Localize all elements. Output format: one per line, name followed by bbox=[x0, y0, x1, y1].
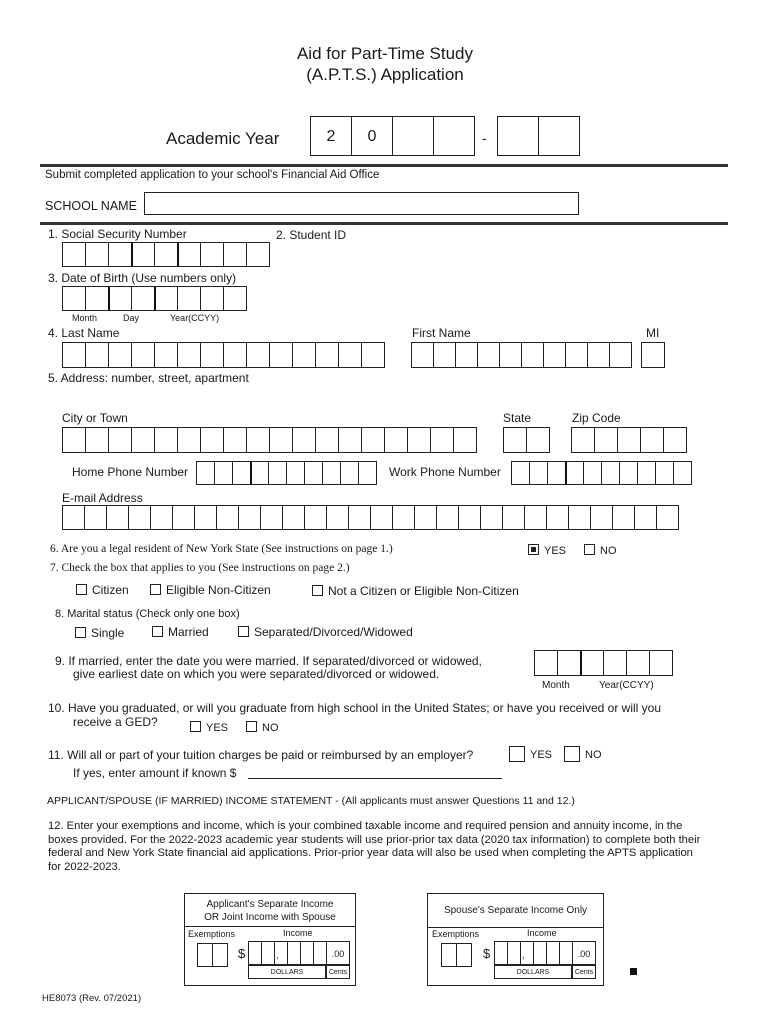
q7-not-citizen-label: Not a Citizen or Eligible Non-Citizen bbox=[328, 584, 519, 598]
q10-line1: 10. Have you graduated, or will you graduate from high school in the United States; or have you received or will you bbox=[48, 701, 662, 715]
academic-year-start-boxes bbox=[310, 116, 475, 156]
q7-citizen[interactable] bbox=[76, 583, 129, 597]
q8-married-label: Married bbox=[168, 625, 209, 639]
q12-text: 12. Enter your exemptions and income, which is your combined taxable income and required pension and annuity income, in the boxes provided. For the 2022-2023 academic year students will use prior-prior tax data (2020 tax information) to complete both their federal and New York State financial aid applications. Prior-prior year data will also be used when completing the APTS application for 2022-2023. bbox=[48, 820, 701, 873]
q9-line2: give earliest date on which you were separated/divorced or widowed. bbox=[73, 667, 440, 681]
q10-no-checkbox[interactable] bbox=[246, 721, 257, 732]
q11-no[interactable] bbox=[564, 746, 602, 762]
q8-separated-checkbox[interactable] bbox=[238, 626, 249, 637]
dob-boxes[interactable] bbox=[62, 286, 247, 311]
q11-yes[interactable] bbox=[509, 746, 552, 762]
spouse-comma: , bbox=[522, 950, 525, 960]
applicant-exemptions-label: Exemptions bbox=[188, 929, 236, 939]
q9-line1: 9. If married, enter the date you were married. If separated/divorced or widowed, bbox=[55, 654, 482, 668]
registration-mark bbox=[630, 968, 637, 975]
q8-separated-label: Separated/Divorced/Widowed bbox=[254, 625, 413, 639]
q11-yes-checkbox[interactable] bbox=[509, 746, 525, 762]
applicant-income-title: Applicant's Separate Income OR Joint Income with Spouse bbox=[185, 894, 355, 927]
spouse-dollar-sign: $ bbox=[483, 946, 491, 961]
submit-note: Submit completed application to your school's Financial Aid Office bbox=[45, 169, 380, 181]
q6-label: 6. Are you a legal resident of New York State (See instructions on page 1.) bbox=[50, 543, 393, 555]
student-id-label: 2. Student ID bbox=[276, 228, 347, 242]
spouse-exemptions-label: Exemptions bbox=[432, 929, 480, 939]
q7-not-citizen[interactable] bbox=[312, 584, 519, 598]
q6-yes-checkbox[interactable] bbox=[528, 544, 539, 555]
zip-label: Zip Code bbox=[572, 411, 621, 425]
zip-boxes[interactable] bbox=[571, 427, 687, 453]
year-dash: - bbox=[482, 130, 487, 146]
q11-line2: If yes, enter amount if known $ bbox=[73, 766, 237, 780]
q8-single-label: Single bbox=[91, 626, 125, 640]
q7-citizen-checkbox[interactable] bbox=[76, 584, 87, 595]
q11-no-label: NO bbox=[585, 749, 602, 761]
last-name-boxes[interactable] bbox=[62, 342, 385, 368]
form-title-line2: (A.P.T.S.) Application bbox=[306, 65, 464, 84]
q8-married-checkbox[interactable] bbox=[152, 626, 163, 637]
city-label: City or Town bbox=[62, 411, 128, 425]
q10-yes[interactable] bbox=[190, 721, 228, 734]
work-phone-label: Work Phone Number bbox=[389, 465, 501, 479]
spouse-cents-box[interactable]: .00 bbox=[572, 941, 596, 965]
q10-yes-label: YES bbox=[206, 722, 229, 734]
dob-month-label: Month bbox=[72, 313, 98, 323]
applicant-cents-box[interactable]: .00 bbox=[326, 941, 350, 965]
year-digit-3[interactable] bbox=[392, 116, 434, 156]
q11-no-checkbox[interactable] bbox=[564, 746, 580, 762]
q8-single[interactable] bbox=[75, 626, 124, 640]
spouse-cents-caption: Cents bbox=[572, 965, 596, 979]
q8-single-checkbox[interactable] bbox=[75, 627, 86, 638]
spouse-dollars-boxes[interactable] bbox=[494, 941, 573, 965]
q7-eligible[interactable] bbox=[150, 583, 271, 597]
divider-top bbox=[40, 164, 728, 167]
academic-year-end-boxes bbox=[497, 116, 580, 156]
q6-no[interactable] bbox=[584, 544, 617, 557]
mi-label: MI bbox=[646, 326, 660, 340]
q9-date-boxes[interactable] bbox=[534, 650, 673, 676]
applicant-income-label: Income bbox=[283, 928, 313, 938]
applicant-dollars-caption: DOLLARS bbox=[248, 965, 326, 979]
email-label: E-mail Address bbox=[62, 491, 143, 505]
applicant-cents-caption: Cents bbox=[326, 965, 350, 979]
q6-yes[interactable] bbox=[528, 544, 566, 557]
academic-year-label: Academic Year bbox=[166, 129, 280, 148]
last-name-label: 4. Last Name bbox=[48, 326, 120, 340]
ssn-boxes[interactable] bbox=[62, 242, 270, 267]
email-boxes[interactable] bbox=[62, 505, 679, 530]
form-title-line1: Aid for Part-Time Study bbox=[296, 44, 474, 63]
dob-year-label: Year(CCYY) bbox=[170, 313, 220, 323]
q11-yes-label: YES bbox=[530, 749, 553, 761]
q6-yes-label: YES bbox=[544, 545, 567, 557]
work-phone-boxes[interactable] bbox=[511, 461, 692, 485]
first-name-label: First Name bbox=[412, 326, 471, 340]
q7-citizen-label: Citizen bbox=[92, 583, 129, 597]
spouse-dollars-caption: DOLLARS bbox=[494, 965, 572, 979]
home-phone-label: Home Phone Number bbox=[72, 465, 189, 479]
q7-eligible-checkbox[interactable] bbox=[150, 584, 161, 595]
address-label: 5. Address: number, street, apartment bbox=[48, 371, 249, 385]
year-end-digit-2[interactable] bbox=[538, 116, 580, 156]
q6-no-label: NO bbox=[600, 545, 617, 557]
city-boxes[interactable] bbox=[62, 427, 477, 453]
q9-month-label: Month bbox=[542, 680, 570, 691]
q10-no-label: NO bbox=[262, 722, 279, 734]
school-name-input[interactable] bbox=[144, 192, 579, 215]
q8-married[interactable] bbox=[152, 625, 209, 639]
q9-year-label: Year(CCYY) bbox=[599, 680, 654, 691]
state-label: State bbox=[503, 411, 532, 425]
dob-label: 3. Date of Birth (Use numbers only) bbox=[48, 271, 237, 285]
mi-box[interactable] bbox=[641, 342, 665, 368]
school-name-label: SCHOOL NAME bbox=[45, 199, 137, 213]
q7-label: 7. Check the box that applies to you (See instructions on page 2.) bbox=[50, 562, 350, 574]
q8-label: 8. Marital status (Check only one box) bbox=[55, 608, 240, 620]
year-digit-2: 0 bbox=[351, 116, 393, 156]
spouse-income-box bbox=[427, 893, 604, 986]
q10-no[interactable] bbox=[246, 721, 279, 734]
form-footer-code: HE8073 (Rev. 07/2021) bbox=[42, 993, 142, 1004]
home-phone-boxes[interactable] bbox=[196, 461, 377, 485]
year-digit-4[interactable] bbox=[433, 116, 475, 156]
state-boxes[interactable] bbox=[503, 427, 550, 453]
divider-school bbox=[40, 222, 728, 225]
applicant-income-box bbox=[184, 893, 356, 986]
q11-amount-line[interactable] bbox=[248, 778, 502, 779]
q8-separated[interactable] bbox=[238, 625, 413, 639]
q7-not-citizen-checkbox[interactable] bbox=[312, 585, 323, 596]
dob-day-label: Day bbox=[123, 313, 140, 323]
year-end-digit-1[interactable] bbox=[497, 116, 539, 156]
q7-eligible-label: Eligible Non-Citizen bbox=[166, 583, 271, 597]
q6-no-checkbox[interactable] bbox=[584, 544, 595, 555]
year-digit-1: 2 bbox=[310, 116, 352, 156]
spouse-exemptions-boxes[interactable] bbox=[441, 943, 472, 967]
spouse-income-title: Spouse's Separate Income Only bbox=[428, 894, 603, 928]
q10-yes-checkbox[interactable] bbox=[190, 721, 201, 732]
income-statement-header: APPLICANT/SPOUSE (IF MARRIED) INCOME STATEMENT - (All applicants must answer Questions 11 and 12.) bbox=[47, 795, 575, 807]
spouse-income-label: Income bbox=[527, 928, 557, 938]
q10-line2: receive a GED? bbox=[73, 715, 158, 729]
applicant-exemptions-boxes[interactable] bbox=[197, 943, 228, 967]
applicant-comma: , bbox=[276, 950, 279, 960]
applicant-dollars-boxes[interactable] bbox=[248, 941, 327, 965]
q11-line1: 11. Will all or part of your tuition charges be paid or reimbursed by an employer? bbox=[48, 748, 474, 762]
first-name-boxes[interactable] bbox=[411, 342, 632, 368]
applicant-dollar-sign: $ bbox=[238, 946, 246, 961]
ssn-label: 1. Social Security Number bbox=[48, 227, 187, 241]
